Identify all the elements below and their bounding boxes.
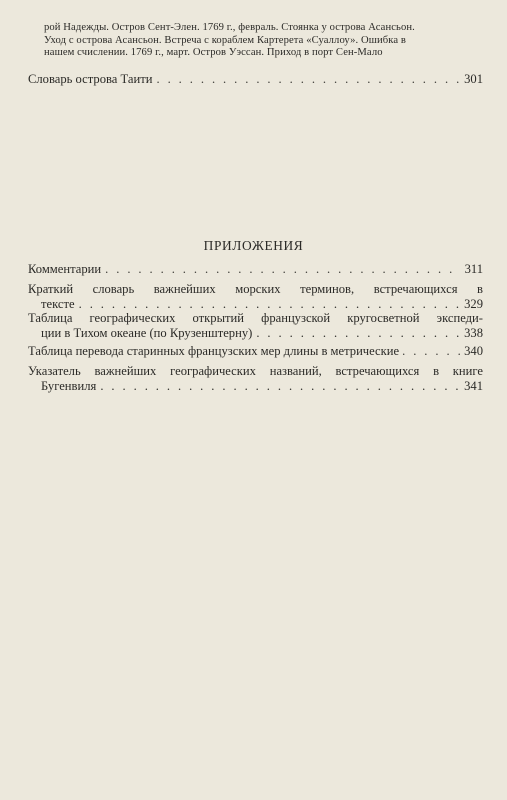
toc-page-number: 340 <box>464 344 483 358</box>
toc-entry-title: Таблица перевода старинных французских мер длины в метрические <box>28 344 400 358</box>
toc-entry-comments[interactable] <box>28 262 483 277</box>
toc-entry-title-line-2: Бугенвиля <box>41 378 97 393</box>
toc-page-number: 311 <box>464 262 483 276</box>
toc-entry-title-line-1: Краткий словарь важнейших морских терминов, встречающихся в <box>28 282 483 296</box>
leader-dots <box>256 326 460 341</box>
leader-dots <box>79 297 461 312</box>
toc-entry-geographic-index[interactable] <box>28 364 483 393</box>
toc-entry-title-line-2: тексте <box>41 296 75 311</box>
leader-dots <box>156 72 460 87</box>
toc-entry-dictionary[interactable] <box>28 72 483 87</box>
section-heading: ПРИЛОЖЕНИЯ <box>203 238 304 253</box>
toc-entry-measures-table[interactable] <box>28 344 483 359</box>
leader-dots <box>402 344 461 359</box>
toc-entry-title-line-2: ции в Тихом океане (по Крузенштерну) <box>41 325 253 340</box>
toc-entry-glossary[interactable] <box>28 282 483 311</box>
leader-dots <box>105 262 460 277</box>
leader-dots <box>100 379 460 394</box>
toc-entry-discoveries-table[interactable] <box>28 311 483 340</box>
toc-page-number: 301 <box>464 72 483 86</box>
chapter-summary <box>44 22 470 60</box>
summary-line-2: Уход с острова Асансьон. Встреча с кораблем Картерета «Суаллоу». Ошибка в <box>44 34 406 46</box>
toc-entry-title-line-1: Указатель важнейших географических названий, встречающихся в книге <box>28 364 483 378</box>
toc-page-number: 341 <box>464 378 483 393</box>
summary-line-1: рой Надежды. Остров Сент-Элен. 1769 г., февраль. Стоянка у острова Асансьон. <box>44 22 415 33</box>
toc-page-number: 329 <box>464 296 483 311</box>
summary-line-3: нашем счислении. 1769 г., март. Остров Уэссан. Приход в порт Сен-Мало <box>44 47 383 58</box>
toc-entry-title: Словарь острова Таити <box>28 72 153 86</box>
toc-entry-title-line-1: Таблица географических открытий французской кругосветной экспеди- <box>28 311 483 325</box>
toc-page-number: 338 <box>464 325 483 340</box>
toc-entry-title: Комментарии <box>28 262 102 276</box>
